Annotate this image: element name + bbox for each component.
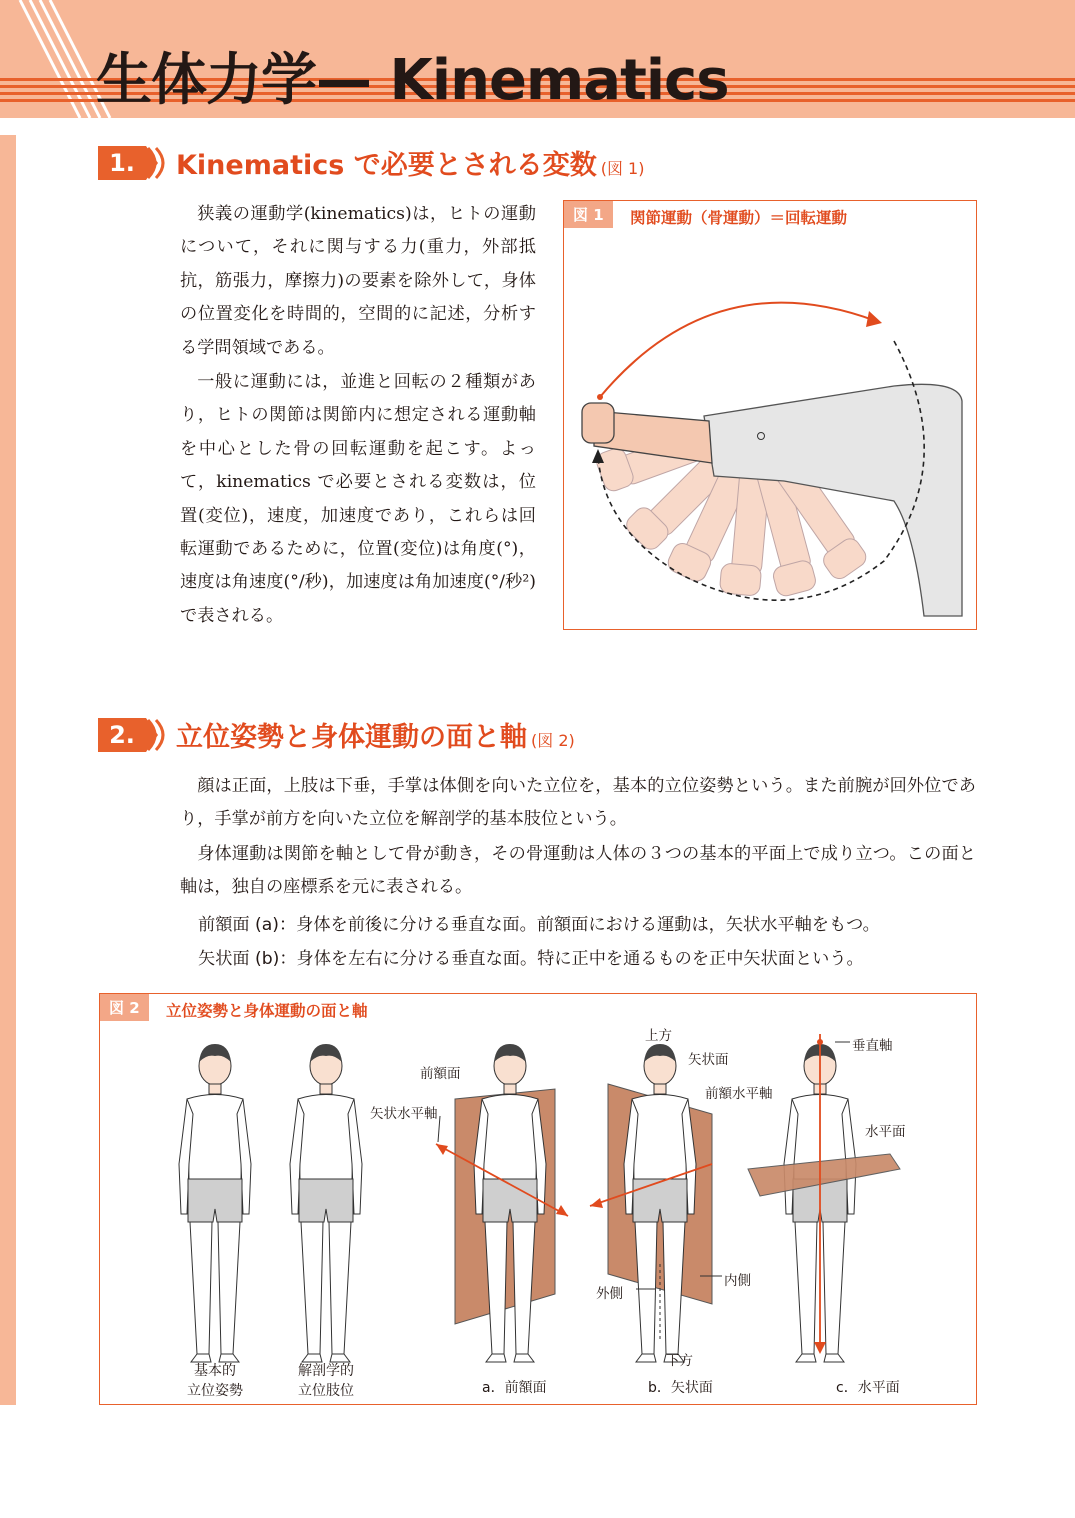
caption-anatomical-line-2: 立位肢位: [298, 1383, 354, 1399]
figure-1-illustration: [564, 201, 976, 629]
section-2-paragraph-1: 顔は正面，上肢は下垂，手掌は体側を向いた立位を，基本的立位姿勢という。また前腕が回外位であり，手掌が前方を向いた立位を解剖学的基本肢位という。: [180, 776, 976, 830]
caption-sagittal-plane: b．矢状面: [648, 1380, 713, 1396]
caption-anatomical-line-1: 解剖学的: [298, 1363, 354, 1379]
section-2-title: 立位姿勢と身体運動の面と軸: [176, 722, 527, 753]
definition-sagittal-term: 矢状面 (b): [198, 949, 280, 969]
label-frontal-horizontal-axis: 前額水平軸: [705, 1086, 773, 1102]
section-arrow-icon: [146, 146, 176, 180]
figure-2-title: 立位姿勢と身体運動の面と軸: [166, 1002, 368, 1020]
label-superior: 上方: [645, 1028, 672, 1044]
label-sagittal-horizontal-axis: 矢状水平軸: [370, 1106, 438, 1122]
caption-basic-line-2: 立位姿勢: [187, 1383, 243, 1399]
section-1-title: Kinematics で必要とされる変数: [176, 150, 597, 181]
section-1-paragraph-2: 一般に運動には，並進と回転の２種類があり，ヒトの関節は関節内に想定される運動軸を中心とした骨の回転運動を起こす。よって，kinematics で必要とされる変数は，位置(変位)，速度，加速度であり，これらは回転運動であるために，位置(変位)は角度(°)，速度は角速度(°/秒)，加速度は角加速度(°/秒²)で表される。: [180, 372, 536, 626]
figure-1: [563, 200, 977, 630]
figure-1-title: 関節運動（骨運動）＝回転運動: [630, 209, 848, 227]
section-1-number: 1.: [98, 146, 146, 180]
caption-anatomical-position: [281, 1360, 371, 1400]
label-sagittal-plane: 矢状面: [688, 1052, 729, 1068]
section-2-paragraph-2: 身体運動は関節を軸として骨が動き，その骨運動は人体の３つの基本的平面上で成り立つ。この面と軸は，独自の座標系を元に表される。: [180, 844, 976, 898]
section-1-figure-ref: (図 1): [600, 159, 645, 178]
caption-basic-standing: [170, 1360, 260, 1400]
definition-sagittal-plane: [198, 944, 864, 969]
figure-2: [99, 993, 977, 1405]
label-lateral: 外側: [596, 1286, 623, 1302]
label-horizontal-plane: 水平面: [865, 1124, 906, 1140]
page-header: [0, 0, 1075, 118]
figure-2-label: 図 2: [100, 994, 149, 1021]
caption-horizontal-plane: c．水平面: [836, 1380, 900, 1396]
page-title: 生体力学— Kinematics: [96, 48, 729, 113]
definition-frontal-term: 前額面 (a): [198, 915, 279, 935]
definition-frontal-plane: [198, 910, 880, 935]
label-inferior: 下方: [666, 1353, 693, 1369]
section-arrow-icon: [146, 718, 176, 752]
definition-sagittal-text: ：身体を左右に分ける垂直な面。特に正中を通るものを正中矢状面という。: [279, 949, 864, 969]
figure-1-label: 図 1: [564, 201, 613, 228]
label-medial: 内側: [724, 1273, 751, 1289]
caption-frontal-plane: a．前額面: [482, 1380, 547, 1396]
label-frontal-plane: 前額面: [420, 1066, 461, 1082]
left-accent-bar: [0, 135, 16, 1405]
label-vertical-axis: 垂直軸: [852, 1038, 893, 1054]
figure-2-illustration: [100, 994, 976, 1404]
section-2-figure-ref: (図 2): [531, 731, 575, 750]
section-2-number: 2.: [98, 718, 146, 752]
section-1-paragraph-1: 狭義の運動学(kinematics)は，ヒトの運動について，それに関与する力(重力，外部抵抗，筋張力，摩擦力)の要素を除外して，身体の位置変化を時間的，空間的に記述，分析する学問領域である。: [180, 204, 536, 358]
caption-basic-line-1: 基本的: [194, 1363, 236, 1379]
definition-frontal-text: ：身体を前後に分ける垂直な面。前額面における運動は，矢状水平軸をもつ。: [278, 915, 880, 935]
